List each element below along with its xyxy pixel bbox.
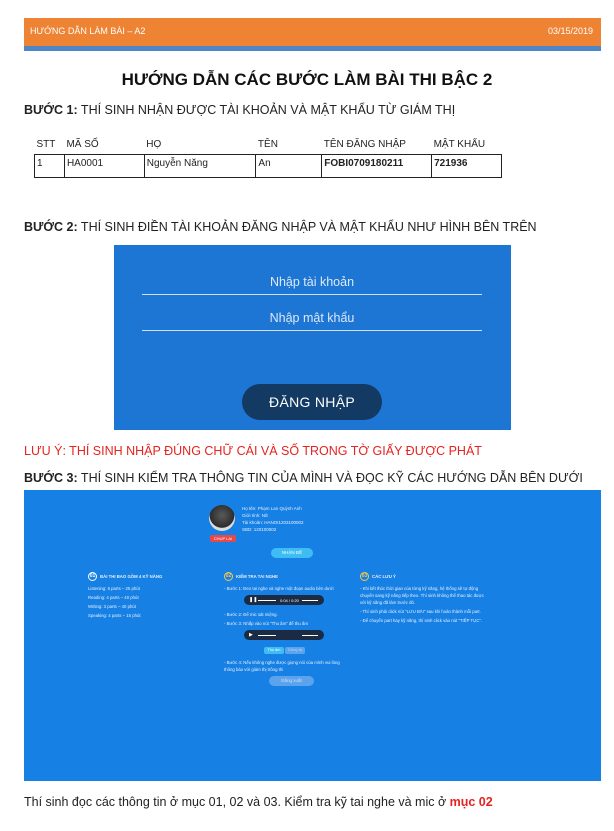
footer-instruction — [24, 795, 493, 809]
warning-note: LƯU Ý: THÍ SINH NHẬP ĐÚNG CHỮ CÁI VÀ SỐ TRONG TỜ GIẤY ĐƯỢC PHÁT — [24, 444, 482, 458]
section-number-icon: 02 — [225, 573, 232, 579]
instruction: - Bước 3: Nhấp vào nút "Thu âm" để thu âm — [224, 621, 308, 626]
account-table — [34, 136, 502, 178]
table-cell: An — [256, 154, 322, 177]
section-number-icon: 01 — [89, 573, 96, 579]
list-item: - Thí sinh phải click nút "LƯU BÀI" sau khi hoàn thành mỗi part. — [360, 609, 481, 614]
logout-button[interactable]: Đăng xuất — [269, 676, 314, 686]
recording-player[interactable] — [244, 630, 324, 640]
seek-bar[interactable] — [258, 600, 276, 601]
col-header: STT — [36, 139, 56, 151]
step-3 — [24, 471, 583, 485]
section-03 — [360, 572, 488, 626]
seek-bar[interactable] — [258, 635, 276, 636]
step-2 — [24, 220, 537, 234]
col-header: TÊN — [257, 139, 278, 151]
page-header-bar — [24, 18, 601, 46]
step-3-label: BƯỚC 3: — [24, 471, 78, 485]
list-item: Reading: 4 parts – 40 phút — [88, 595, 139, 600]
username-input[interactable]: Nhập tài khoản — [142, 275, 482, 295]
table-header-row — [35, 136, 502, 154]
stop-button[interactable]: Dừng lại — [285, 647, 305, 654]
info-line: Giới tính: Nữ — [242, 513, 268, 518]
pause-icon[interactable]: ❚❚ — [249, 597, 258, 603]
col-header: TÊN ĐĂNG NHẬP — [323, 139, 406, 151]
instruction: - Bước 4: Nếu không nghe được giọng nói của mình vui lòng thông báo với giám thị trông thi — [224, 660, 340, 672]
audio-time: 0:04 / 0:20 — [280, 598, 299, 603]
password-input[interactable]: Nhập mật khẩu — [142, 311, 482, 331]
section-heading: KIỂM TRA TAI NGHE — [236, 574, 279, 579]
section-02 — [224, 572, 342, 675]
instruction: - Bước 1: Đeo tai nghe và nghe một đoạn audio bên dưới — [224, 586, 334, 591]
header-title: HƯỚNG DẪN LÀM BÀI – A2 — [30, 26, 146, 36]
section-heading: BÀI THI BAO GỒM 4 KỸ NĂNG — [100, 574, 163, 579]
play-icon[interactable]: ▶ — [249, 632, 253, 638]
info-line: Họ tên: Phạm Lan Quỳnh Anh — [242, 506, 302, 511]
header-date: 03/15/2019 — [547, 26, 593, 36]
instruction: - Bước 2: Để mic sát miệng. — [224, 612, 278, 617]
avatar — [209, 505, 235, 531]
col-header: MẬT KHẨU — [433, 139, 486, 151]
list-item: - Để chuyển part hay kỹ năng, thí sinh click vào nút "TIẾP TỤC". — [360, 618, 483, 623]
table-cell: 721936 — [432, 154, 502, 177]
step-1-label: BƯỚC 1: — [24, 103, 78, 117]
footer-text: Thí sinh đọc các thông tin ở mục 01, 02 và 03. Kiểm tra kỹ tai nghe và mic ở — [24, 795, 450, 809]
section-heading: CÁC LƯU Ý — [372, 574, 396, 579]
candidate-info — [242, 505, 304, 533]
col-header: MÃ SỐ — [66, 139, 99, 151]
section-01 — [88, 572, 206, 621]
get-exam-button[interactable]: NHẬN ĐỀ — [271, 548, 313, 558]
footer-highlight: mục 02 — [449, 795, 493, 809]
step-2-label: BƯỚC 2: — [24, 220, 78, 234]
step-1 — [24, 103, 455, 117]
step-3-text: THÍ SINH KIỂM TRA THÔNG TIN CỦA MÌNH VÀ ĐỌC KỸ CÁC HƯỚNG DẪN BÊN DƯỚI — [77, 471, 583, 485]
info-line: SBD: 120100002 — [242, 527, 277, 532]
step-1-text: THÍ SINH NHẬN ĐƯỢC TÀI KHOẢN VÀ MẬT KHẨU TỪ GIÁM THỊ — [77, 103, 456, 117]
list-item: - Khi kết thúc thời gian của từng kỹ năng, hệ thống sẽ tự động chuyển sang kỹ năng tiếp theo. Thí sinh không thể thao tác được với kỹ năng đã làm trước đó. — [360, 586, 484, 605]
volume-slider[interactable] — [302, 635, 318, 636]
list-item: Writing: 3 parts – 40 phút — [88, 604, 136, 609]
list-item: Speaking: 4 parts – 15 phút — [88, 613, 141, 618]
table-cell: HA0001 — [64, 154, 144, 177]
col-header: HỌ — [146, 139, 162, 151]
table-row — [35, 154, 502, 177]
step-2-text: THÍ SINH ĐIỀN TÀI KHOẢN ĐĂNG NHẬP VÀ MẬT KHẨU NHƯ HÌNH BÊN TRÊN — [77, 220, 537, 234]
audio-player[interactable] — [244, 595, 324, 605]
volume-slider[interactable] — [302, 600, 318, 601]
header-strip — [24, 46, 601, 51]
list-item: Listening: 5 parts – 25 phút — [88, 586, 140, 591]
exam-screen-screenshot — [24, 490, 601, 781]
record-button[interactable]: Thu âm — [264, 647, 284, 654]
table-cell: Nguyễn Năng — [144, 154, 256, 177]
login-form — [114, 245, 511, 430]
capture-badge[interactable]: CHỤP LẠI — [210, 535, 236, 542]
login-button[interactable]: ĐĂNG NHẬP — [242, 384, 382, 420]
info-line: Tài khoản: HANOI1203100002 — [242, 520, 304, 525]
table-cell: 1 — [35, 154, 65, 177]
section-number-icon: 03 — [361, 573, 368, 579]
page-title: HƯỚNG DẪN CÁC BƯỚC LÀM BÀI THI BẬC 2 — [121, 70, 493, 89]
table-cell: FOBI0709180211 — [322, 154, 432, 177]
